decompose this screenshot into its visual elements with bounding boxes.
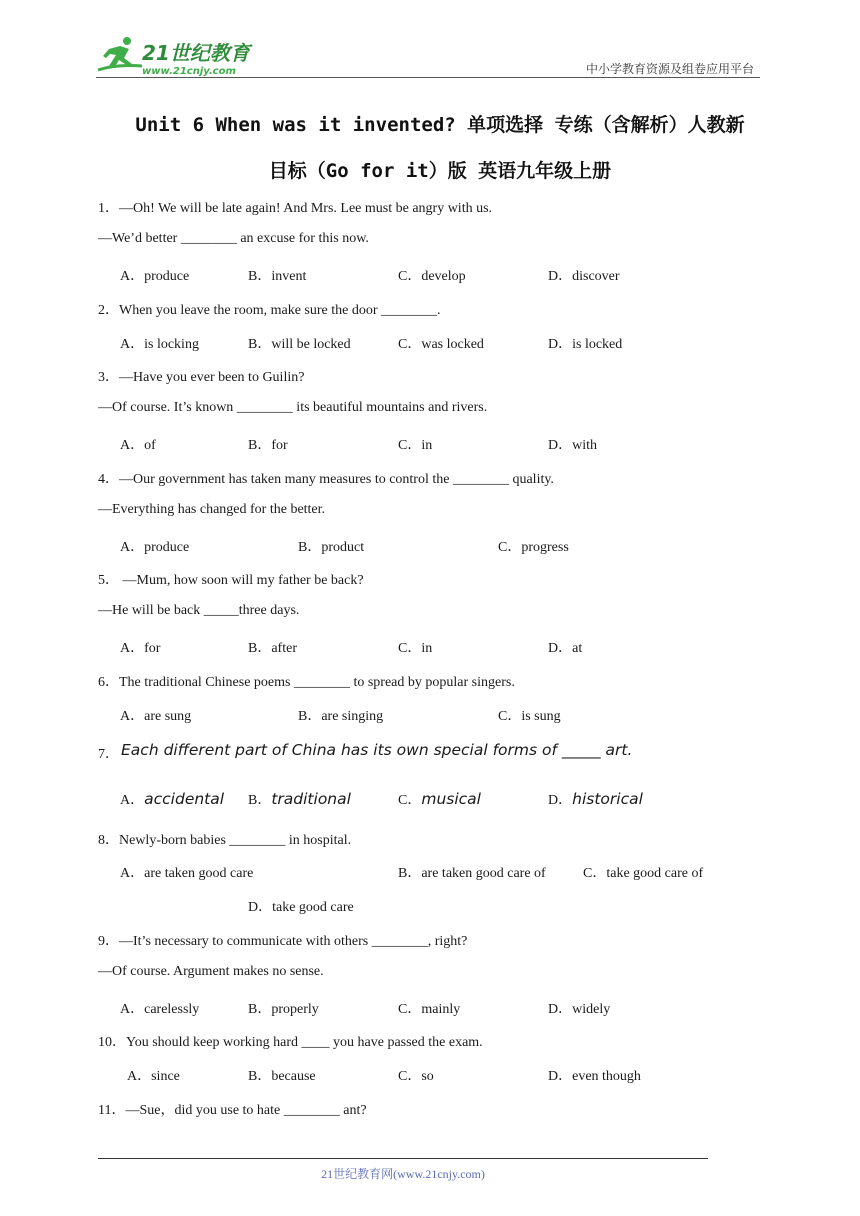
question-11-line-1: 11．—Sue，did you use to hate ________ ant? — [98, 1103, 367, 1118]
q7-option-b-letter: B． — [248, 793, 272, 808]
q7-option-b-text: traditional — [271, 790, 351, 808]
q8-option-a[interactable]: A．are taken good care — [120, 866, 254, 881]
page-title-line-1: Unit 6 When was it invented? 单项选择 专练（含解析）人教新 — [135, 114, 745, 136]
q7-option-d-letter: D． — [548, 793, 573, 808]
logo-text: 21世纪教育 — [142, 41, 250, 65]
q4-option-b[interactable]: B．product — [298, 540, 365, 555]
q10-option-c[interactable]: C．so — [398, 1069, 434, 1084]
q9-option-c[interactable]: C．mainly — [398, 1002, 461, 1017]
question-4-line-1: 4．—Our government has taken many measures to control the ________ quality. — [98, 472, 554, 487]
question-8-line-1: 8．Newly-born babies ________ in hospital. — [98, 833, 352, 848]
question-7-line-1: Each different part of China has its own special forms of _____ art. — [121, 741, 633, 759]
question-5-line-2: —He will be back _____three days. — [98, 603, 300, 618]
q7-option-a-letter: A． — [120, 793, 145, 808]
q5-option-d[interactable]: D．at — [548, 641, 583, 656]
question-5-line-1: 5． —Mum, how soon will my father be back? — [98, 573, 364, 588]
q2-option-a[interactable]: A．is locking — [120, 337, 199, 352]
q8-option-d[interactable]: D．take good care — [248, 900, 354, 915]
q8-option-b[interactable]: B．are taken good care of — [398, 866, 546, 881]
q10-option-b[interactable]: B．because — [248, 1069, 316, 1084]
q7-option-c-letter: C． — [398, 793, 422, 808]
footer-text[interactable]: 21世纪教育网(www.21cnjy.com) — [321, 1167, 485, 1181]
q9-option-b[interactable]: B．properly — [248, 1002, 319, 1017]
question-7-number: 7． — [98, 747, 119, 762]
question-3-line-2: —Of course. It’s known ________ its beautiful mountains and rivers. — [98, 400, 488, 415]
q7-option-d-text: historical — [572, 790, 643, 808]
q7-option-a[interactable] — [120, 789, 224, 809]
q6-option-a[interactable]: A．are sung — [120, 709, 192, 724]
q10-option-a[interactable]: A．since — [127, 1069, 180, 1084]
question-10-line-1: 10．You should keep working hard ____ you have passed the exam. — [98, 1035, 483, 1050]
q2-option-d[interactable]: D．is locked — [548, 337, 623, 352]
question-6-line-1: 6．The traditional Chinese poems ________ to spread by popular singers. — [98, 675, 515, 690]
header-divider — [96, 77, 760, 78]
q5-option-c[interactable]: C．in — [398, 641, 433, 656]
q6-option-b[interactable]: B．are singing — [298, 709, 384, 724]
q2-option-c[interactable]: C．was locked — [398, 337, 484, 352]
footer-divider — [98, 1158, 708, 1159]
logo-url: www.21cnjy.com — [142, 66, 236, 77]
q5-option-a[interactable]: A．for — [120, 641, 161, 656]
q1-option-c[interactable]: C．develop — [398, 269, 466, 284]
q3-option-a[interactable]: A．of — [120, 438, 156, 453]
q7-option-c[interactable] — [398, 789, 481, 809]
question-9-line-1: 9．—It’s necessary to communicate with others ________, right? — [98, 934, 468, 949]
q9-option-d[interactable]: D．widely — [548, 1002, 611, 1017]
q3-option-c[interactable]: C．in — [398, 438, 433, 453]
q2-option-b[interactable]: B．will be locked — [248, 337, 351, 352]
question-4-line-2: —Everything has changed for the better. — [98, 502, 326, 517]
q7-option-c-text: musical — [421, 790, 481, 808]
q3-option-b[interactable]: B．for — [248, 438, 288, 453]
question-1-line-2: —We’d better ________ an excuse for this now. — [98, 231, 369, 246]
q4-option-a[interactable]: A．produce — [120, 540, 190, 555]
q3-option-d[interactable]: D．with — [548, 438, 597, 453]
q1-option-a[interactable]: A．produce — [120, 269, 190, 284]
q4-option-c[interactable]: C．progress — [498, 540, 569, 555]
question-9-line-2: —Of course. Argument makes no sense. — [98, 964, 324, 979]
q1-option-d[interactable]: D．discover — [548, 269, 620, 284]
q7-option-b[interactable] — [248, 789, 351, 809]
runner-icon — [98, 37, 142, 70]
q8-option-c[interactable]: C．take good care of — [583, 866, 704, 881]
q7-option-d[interactable] — [548, 789, 643, 809]
q9-option-a[interactable]: A．carelessly — [120, 1002, 200, 1017]
question-2-line-1: 2．When you leave the room, make sure the door ________. — [98, 303, 441, 318]
q1-option-b[interactable]: B．invent — [248, 269, 307, 284]
q7-option-a-text: accidental — [144, 790, 225, 808]
page-title-line-2: 目标（Go for it）版 英语九年级上册 — [268, 160, 612, 182]
q5-option-b[interactable]: B．after — [248, 641, 297, 656]
q6-option-c[interactable]: C．is sung — [498, 709, 561, 724]
question-1-line-1: 1．—Oh! We will be late again! And Mrs. Lee must be angry with us. — [98, 201, 493, 216]
question-3-line-1: 3．—Have you ever been to Guilin? — [98, 370, 305, 385]
q10-option-d[interactable]: D．even though — [548, 1069, 641, 1084]
site-logo — [96, 36, 258, 78]
header-platform-text: 中小学教育资源及组卷应用平台 — [585, 62, 754, 76]
